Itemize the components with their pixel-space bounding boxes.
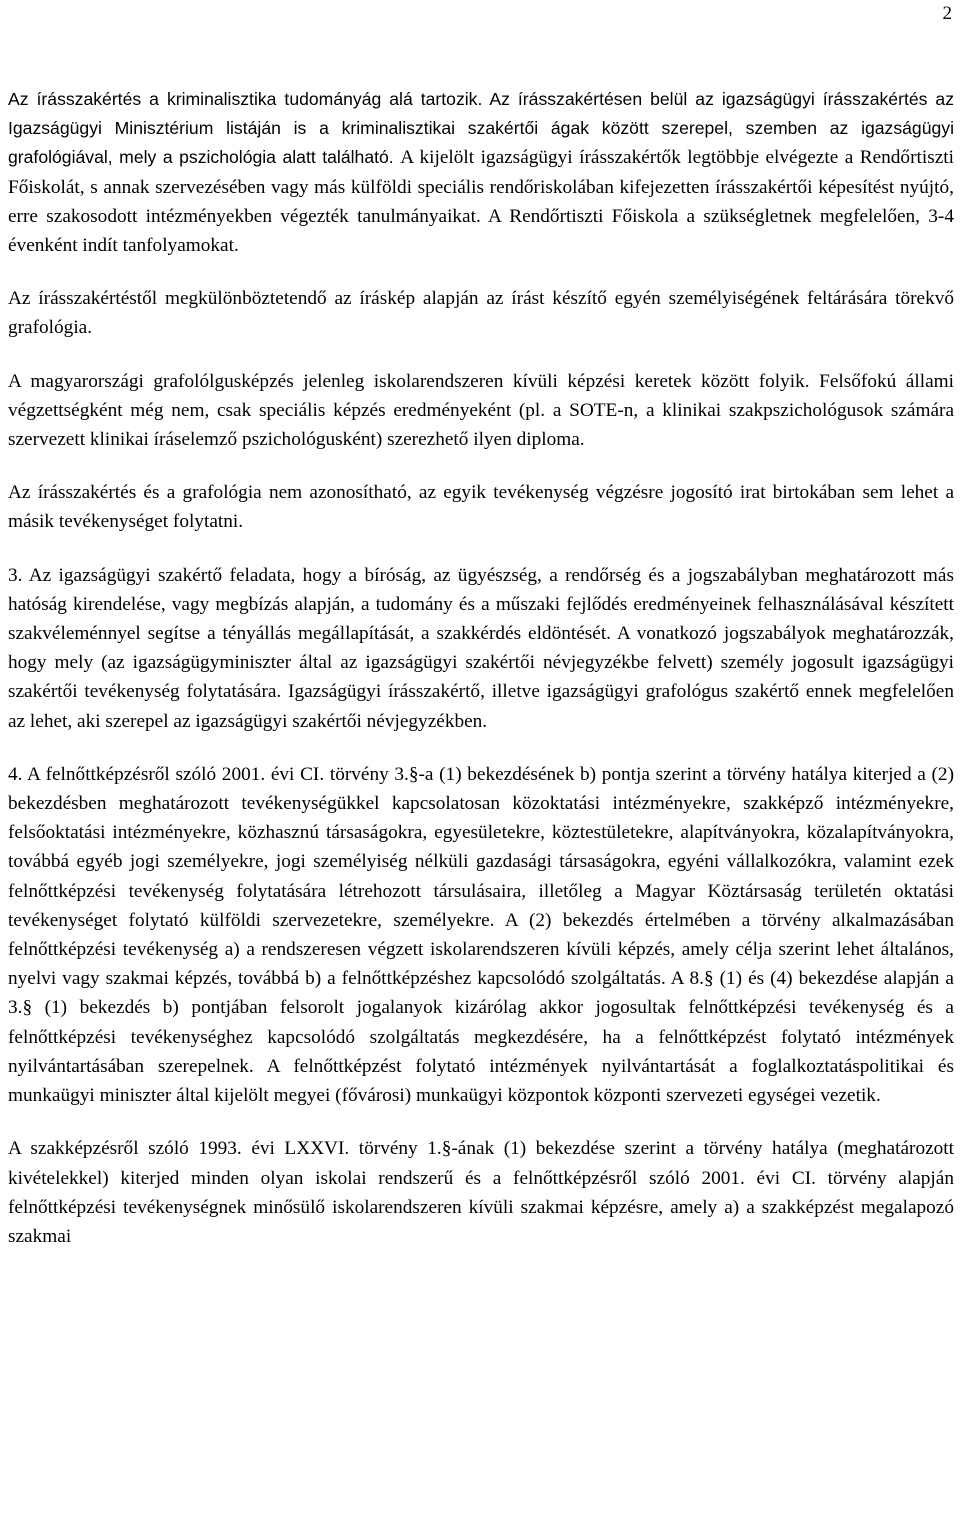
paragraph-text: 4. A felnőttképzésről szóló 2001. évi CI. törvény 3.§-a (1) bekezdésének b) pontja szerint a törvény hatálya kiterjed a (2) bekezdésben meghatározott tevékenységükkel kapcsolatosan közoktatási intézményekre, szakképző intézményekre, felsőoktatási intézményekre, közhasznú társaságokra, egyesületekre, köztestületekre, alapítványokra, közalapítványokra, továbbá egyéb jogi személyekre, jogi személyiség nélküli gazdasági társaságokra, egyéni vállalkozókra, valamint ezek felnőttképzési tevékenység folytatására létrehozott társulásaira, illetőleg a Magyar Köztársaság területén oktatási tevékenységet folytató külföldi szervezetekre, személyekre. A (2) bekezdés értelmében a törvény alkalmazásában felnőttképzési tevékenység a) a rendszeresen végzett iskolarendszeren kívüli képzés, amely célja szerint lehet általános, nyelvi vagy szakmai képzés, továbbá b) a felnőttképzéshez kapcsolódó szolgáltatás. A 8.§ (1) és (4) bekezdése alapján a 3.§ (1) bekezdés b) pontjában felsorolt jogalanyok kizárólag akkor jogosultak felnőttképzési tevékenység és a felnőttképzési tevékenységhez kapcsolódó szolgáltatás megkezdésére, ha a felnőttképzést folytató intézmények nyilvántartásában szerepelnek. A felnőttképzést folytató intézmények nyilvántartását a foglalkoztatáspolitikai és munkaügyi miniszter által kijelölt megyei (fővárosi) munkaügyi központok központi szervezeti egységei vezetik.: [8, 763, 954, 1107]
paragraph-text: 3. Az igazságügyi szakértő feladata, hogy a bíróság, az ügyészség, a rendőrség és a jogszabályban meghatározott más hatóság kirendelése, vagy megbízás alapján, a tudomány és a műszaki fejlődés eredményeinek felhasználásával készített szakvéleménnyel segítse a tényállás megállapítását, a szakkérdés eldöntését. A vonatkozó jogszabályok meghatározzák, hogy mely (az igazságügyminiszter által az igazságügyi szakértői névjegyzékbe felvett) személy jogosult igazságügyi szakértői tevékenység folytatására. Igazságügyi írásszakértő, illetve igazságügyi grafológus szakértő ennek megfelelően az lehet, aki szerepel az igazságügyi szakértői névjegyzékben.: [8, 564, 954, 732]
document-body: [8, 85, 954, 1251]
paragraph-text: Az írásszakértés és a grafológia nem azonosítható, az egyik tevékenység végzésre jogosító irat birtokában sem lehet a másik tevékenységet folytatni.: [8, 482, 954, 533]
page-number: 2: [942, 3, 952, 24]
paragraph-text-sans: Az írásszakértés a kriminalisztika tudományág alá tartozik. Az írásszakértésen belül az igazságügyi írásszakértés az Igazságügyi Minisztérium listáján is a kriminalisztikai szakértői ágak között szerepel, szemben az igazságügyi grafológiával, mely a pszichológia alatt található.: [8, 89, 954, 168]
paragraph-graphology-training: [8, 367, 954, 455]
paragraph-text: A magyarországi grafolólgusképzés jelenleg iskolarendszeren kívüli képzési keretek között folyik. Felsőfokú állami végzettségként még nem, csak speciális képzés eredményeként (pl. a SOTE-n, a klinikai szakpszichológusok számára szervezett klinikai íráselemző pszichológusként) szerezhető ilyen diploma.: [8, 370, 954, 451]
paragraph-text: Az írásszakértéstől megkülönböztetendő az íráskép alapján az írást készítő egyén személyiségének feltárására törekvő grafológia.: [8, 288, 954, 339]
paragraph-graphology-distinction: [8, 284, 954, 342]
paragraph-not-interchangeable: [8, 478, 954, 536]
paragraph-handwriting-expertise: [8, 85, 954, 260]
paragraph-text: A kijelölt igazságügyi írásszakértők legtöbbje elvégezte a Rendőrtiszti Főiskolát, s annak szervezésében vagy más külföldi speciális rendőriskolában kifejezetten írásszakértői képesítést nyújtó, erre szakosodott intézményekben végezték tanulmányaikat. A Rendőrtiszti Főiskola a szükségletnek megfelelően, 3-4 évenként indít tanfolyamokat.: [8, 147, 954, 257]
paragraph-section-4: [8, 760, 954, 1110]
paragraph-vocational-training-law: [8, 1134, 954, 1251]
paragraph-text: A szakképzésről szóló 1993. évi LXXVI. törvény 1.§-ának (1) bekezdése szerint a törvény hatálya (meghatározott kivételekkel) kiterjed minden olyan iskolai rendszerű és a felnőttképzésről szóló 2001. évi CI. törvény alapján felnőttképzési tevékenységnek minősülő iskolarendszeren kívüli szakmai képzésre, amely a) a szakképzést megalapozó szakmai: [8, 1138, 954, 1247]
paragraph-section-3: [8, 561, 954, 736]
